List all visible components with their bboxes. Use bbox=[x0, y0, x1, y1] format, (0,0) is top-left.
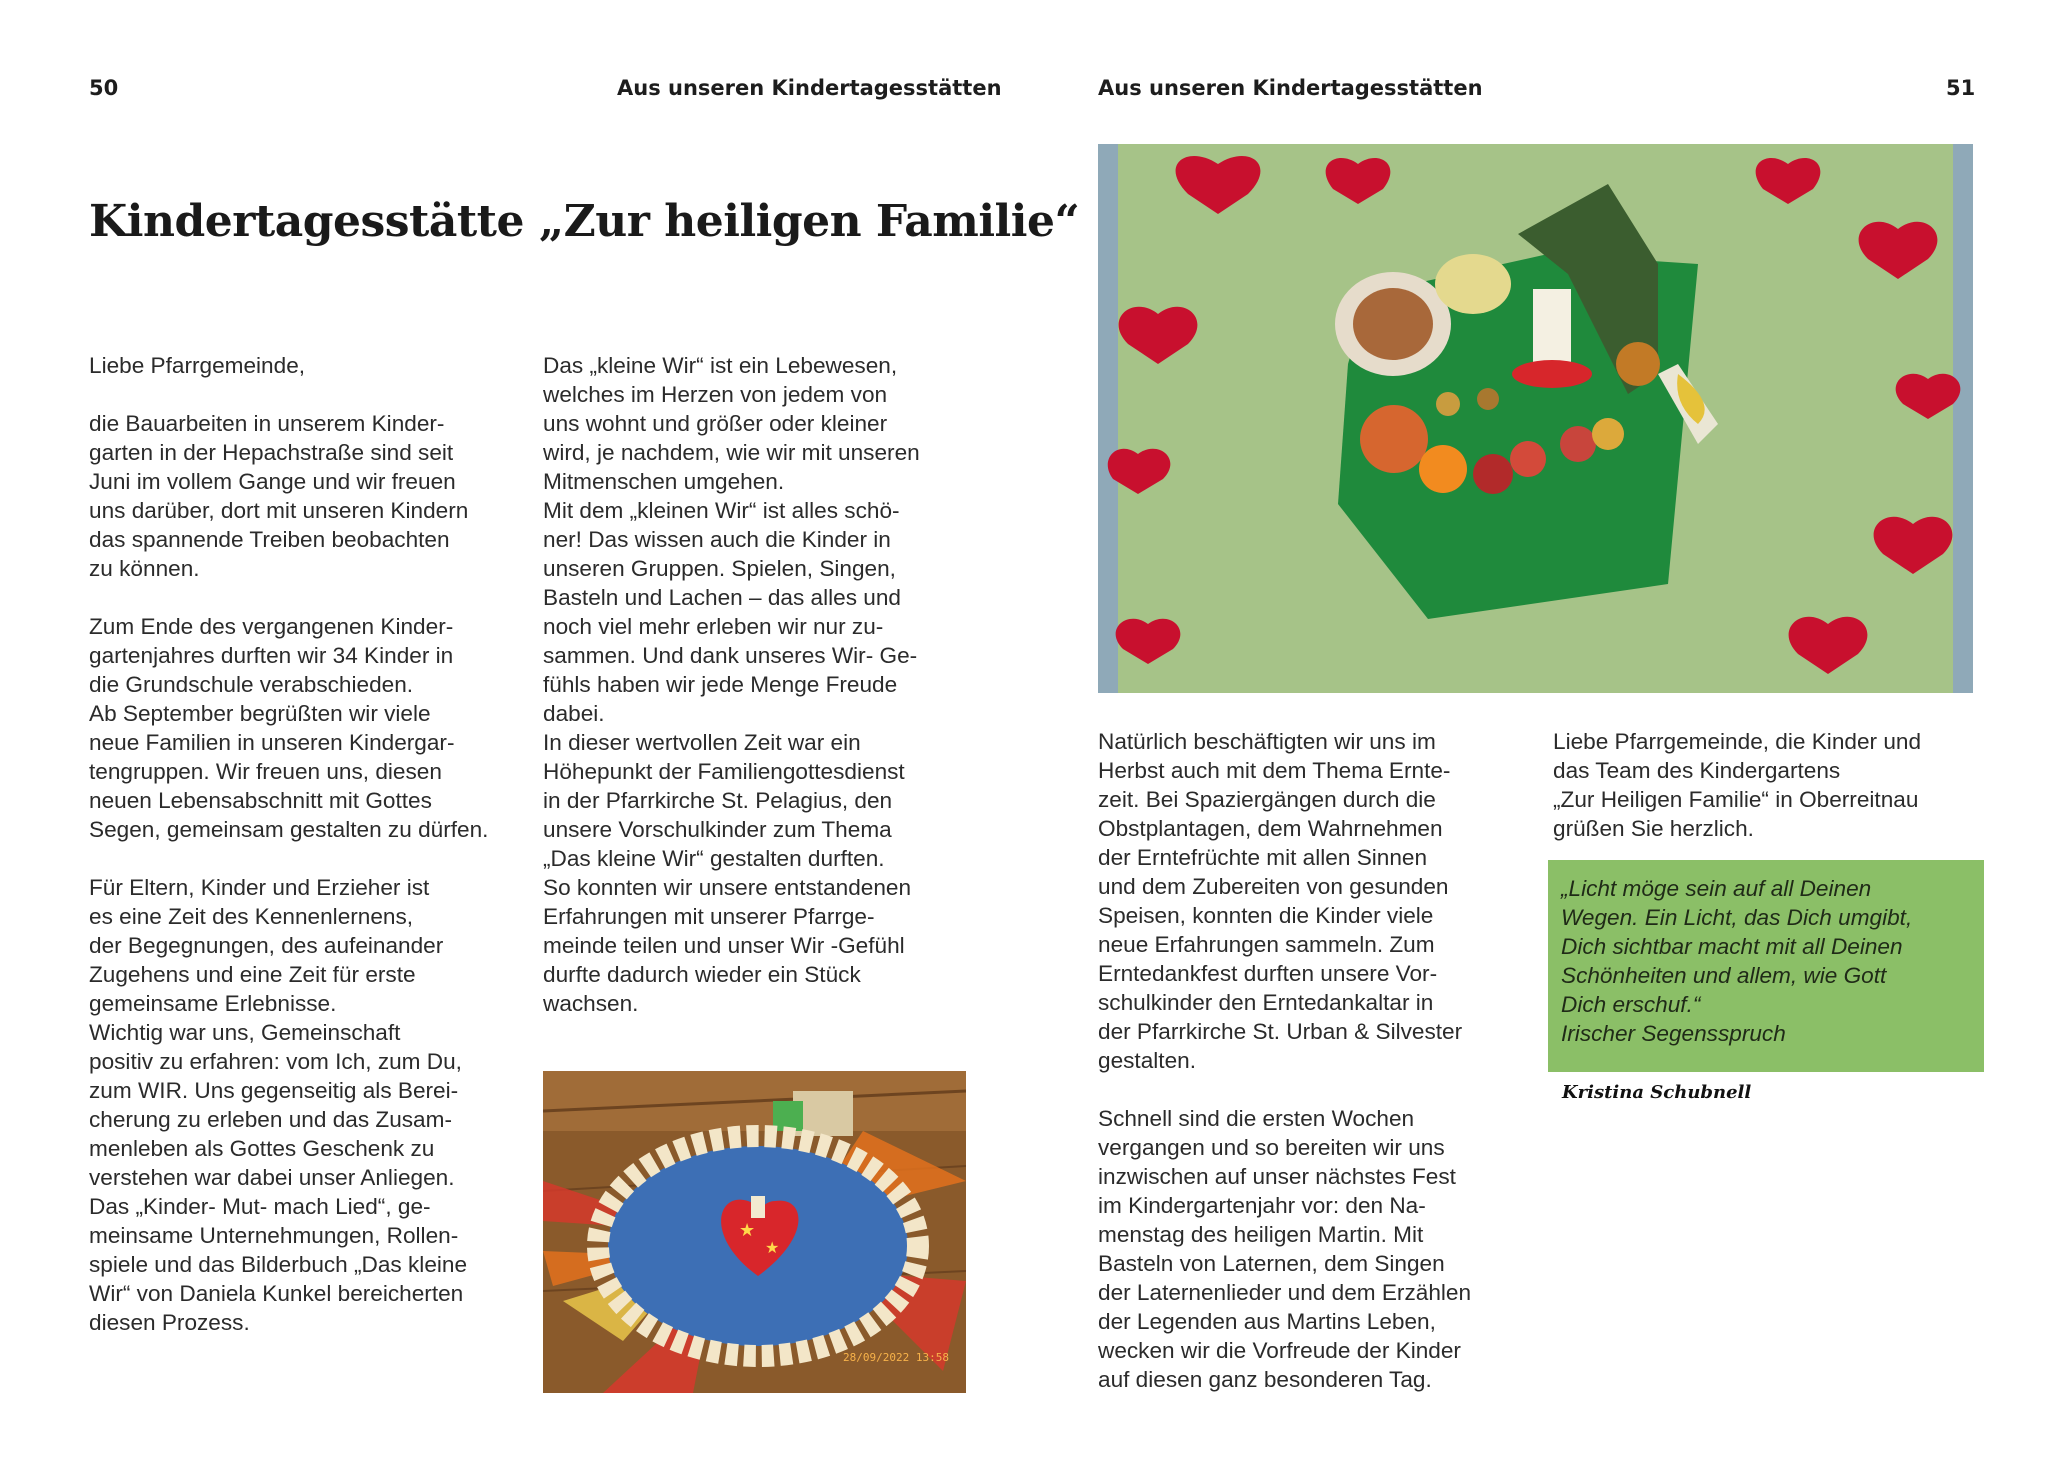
text-line: So konnten wir unsere entstandenen bbox=[543, 875, 912, 900]
text-line: Obstplantagen, dem Wahrnehmen bbox=[1098, 816, 1443, 841]
text-line: Liebe Pfarrgemeinde, die Kinder und bbox=[1553, 729, 1922, 754]
text-line: Basteln und Lachen – das alles und bbox=[543, 585, 902, 610]
quote-line: Dich erschuf.“ bbox=[1561, 992, 1701, 1017]
text-column-1 bbox=[89, 351, 529, 1337]
text-line: wecken wir die Vorfreude der Kinder bbox=[1098, 1338, 1461, 1363]
svg-text:★: ★ bbox=[765, 1238, 780, 1257]
text-line: der Begegnungen, des aufeinander bbox=[89, 933, 444, 958]
text-line: positiv zu erfahren: vom Ich, zum Du, bbox=[89, 1049, 462, 1074]
text-line: Segen, gemeinsam gestalten zu dürfen. bbox=[89, 817, 489, 842]
kids-circle-illustration bbox=[543, 1071, 966, 1393]
text-line: unseren Gruppen. Spielen, Singen, bbox=[543, 556, 896, 581]
text-line: garten in der Hepachstraße sind seit bbox=[89, 440, 454, 465]
text-line: Zugehens und eine Zeit für erste bbox=[89, 962, 416, 987]
photo-timestamp: 28/09/2022 13:58 bbox=[843, 1351, 949, 1364]
text-line: Ab September begrüßten wir viele bbox=[89, 701, 431, 726]
text-line: gestalten. bbox=[1098, 1048, 1196, 1073]
text-line: meinsame Unternehmungen, Rollen- bbox=[89, 1223, 459, 1248]
text-line: grüßen Sie herzlich. bbox=[1553, 816, 1754, 841]
text-line: Liebe Pfarrgemeinde, bbox=[89, 353, 306, 378]
text-line: Wichtig war uns, Gemeinschaft bbox=[89, 1020, 401, 1045]
text-line: dabei. bbox=[543, 701, 605, 726]
right-running-header: Aus unseren Kindertagesstätten bbox=[1098, 76, 1483, 100]
quote-line: „Licht möge sein auf all Deinen bbox=[1561, 876, 1872, 901]
text-line: Mitmenschen umgehen. bbox=[543, 469, 785, 494]
quote-line: Dich sichtbar macht mit all Deinen bbox=[1561, 934, 1903, 959]
article-title: Kindertagesstätte „Zur heiligen Familie“ bbox=[89, 196, 1080, 247]
text-line: Zum Ende des vergangenen Kinder- bbox=[89, 614, 454, 639]
text-line: meinde teilen und unser Wir -Gefühl bbox=[543, 933, 905, 958]
text-line: Natürlich beschäftigten wir uns im bbox=[1098, 729, 1436, 754]
text-column-3 bbox=[1098, 727, 1538, 1394]
left-running-header: Aus unseren Kindertagesstätten bbox=[617, 76, 1002, 100]
text-line: gartenjahres durften wir 34 Kinder in bbox=[89, 643, 454, 668]
text-line: schulkinder den Erntedankaltar in bbox=[1098, 990, 1434, 1015]
text-line: durfte dadurch wieder ein Stück bbox=[543, 962, 861, 987]
text-line: Herbst auch mit dem Thema Ernte- bbox=[1098, 758, 1451, 783]
text-line: sammen. Und dank unseres Wir- Ge- bbox=[543, 643, 918, 668]
text-line: menleben als Gottes Geschenk zu bbox=[89, 1136, 435, 1161]
text-line: und dem Zubereiten von gesunden bbox=[1098, 874, 1449, 899]
text-line: Mit dem „kleinen Wir“ ist alles schö- bbox=[543, 498, 900, 523]
text-line: vergangen und so bereiten wir uns bbox=[1098, 1135, 1445, 1160]
text-line: im Kindergartenjahr vor: den Na- bbox=[1098, 1193, 1426, 1218]
svg-text:★: ★ bbox=[739, 1220, 756, 1241]
quote-line: Wegen. Ein Licht, das Dich umgibt, bbox=[1561, 905, 1913, 930]
text-line: noch viel mehr erleben wir nur zu- bbox=[543, 614, 884, 639]
text-line: Das „Kinder- Mut- mach Lied“, ge- bbox=[89, 1194, 431, 1219]
text-line: unsere Vorschulkinder zum Thema bbox=[543, 817, 892, 842]
text-line: tengruppen. Wir freuen uns, diesen bbox=[89, 759, 442, 784]
text-line: der Legenden aus Martins Leben, bbox=[1098, 1309, 1436, 1334]
text-line: die Grundschule verabschieden. bbox=[89, 672, 414, 697]
text-line: cherung zu erleben und das Zusam- bbox=[89, 1107, 452, 1132]
text-line: uns darüber, dort mit unseren Kindern bbox=[89, 498, 469, 523]
text-line: das Team des Kindergartens bbox=[1553, 758, 1841, 783]
text-line: wird, je nachdem, wie wir mit unseren bbox=[543, 440, 920, 465]
text-line: zeit. Bei Spaziergängen durch die bbox=[1098, 787, 1436, 812]
text-line: wachsen. bbox=[543, 991, 639, 1016]
text-line: Höhepunkt der Familiengottesdienst bbox=[543, 759, 905, 784]
photo-harvest-altar bbox=[1098, 144, 1973, 693]
text-line: uns wohnt und größer oder kleiner bbox=[543, 411, 888, 436]
text-line: zu können. bbox=[89, 556, 200, 581]
text-line: Für Eltern, Kinder und Erzieher ist bbox=[89, 875, 430, 900]
text-line: der Laternenlieder und dem Erzählen bbox=[1098, 1280, 1472, 1305]
text-line: Juni im vollem Gange und wir freuen bbox=[89, 469, 456, 494]
photo-kids-circle bbox=[543, 1071, 966, 1393]
text-line: in der Pfarrkirche St. Pelagius, den bbox=[543, 788, 893, 813]
text-line: ner! Das wissen auch die Kinder in bbox=[543, 527, 891, 552]
text-line: neue Familien in unseren Kindergar- bbox=[89, 730, 455, 755]
text-line: Das „kleine Wir“ ist ein Lebewesen, bbox=[543, 353, 898, 378]
text-line: „Zur Heiligen Familie“ in Oberreitnau bbox=[1553, 787, 1919, 812]
left-page-number: 50 bbox=[89, 76, 119, 100]
text-line: fühls haben wir jede Menge Freude bbox=[543, 672, 898, 697]
text-line: das spannende Treiben beobachten bbox=[89, 527, 450, 552]
text-line: die Bauarbeiten in unserem Kinder- bbox=[89, 411, 445, 436]
text-line: der Erntefrüchte mit allen Sinnen bbox=[1098, 845, 1428, 870]
text-line: diesen Prozess. bbox=[89, 1310, 250, 1335]
text-column-4 bbox=[1553, 727, 1993, 843]
text-line: Schnell sind die ersten Wochen bbox=[1098, 1106, 1415, 1131]
text-line: spiele und das Bilderbuch „Das kleine bbox=[89, 1252, 468, 1277]
quote-line: Schönheiten und allem, wie Gott bbox=[1561, 963, 1887, 988]
text-line: Basteln von Laternen, dem Singen bbox=[1098, 1251, 1445, 1276]
text-line: es eine Zeit des Kennenlernens, bbox=[89, 904, 414, 929]
text-line: Erfahrungen mit unserer Pfarrge- bbox=[543, 904, 875, 929]
text-line: In dieser wertvollen Zeit war ein bbox=[543, 730, 861, 755]
blessing-quote-box bbox=[1548, 860, 1984, 1072]
text-line: Wir“ von Daniela Kunkel bereicherten bbox=[89, 1281, 464, 1306]
text-line: neue Erfahrungen sammeln. Zum bbox=[1098, 932, 1435, 957]
text-line: Erntedankfest durften unsere Vor- bbox=[1098, 961, 1438, 986]
harvest-altar-illustration bbox=[1098, 144, 1973, 693]
text-line: zum WIR. Uns gegenseitig als Berei- bbox=[89, 1078, 459, 1103]
text-line: auf diesen ganz besonderen Tag. bbox=[1098, 1367, 1432, 1392]
text-line: Speisen, konnten die Kinder viele bbox=[1098, 903, 1434, 928]
text-line: welches im Herzen von jedem von bbox=[543, 382, 888, 407]
text-line: „Das kleine Wir“ gestalten durften. bbox=[543, 846, 885, 871]
right-page-number: 51 bbox=[1946, 76, 1976, 100]
text-line: der Pfarrkirche St. Urban & Silvester bbox=[1098, 1019, 1463, 1044]
text-line: menstag des heiligen Martin. Mit bbox=[1098, 1222, 1424, 1247]
text-line: neuen Lebensabschnitt mit Gottes bbox=[89, 788, 432, 813]
text-line: gemeinsame Erlebnisse. bbox=[89, 991, 337, 1016]
text-column-2 bbox=[543, 351, 983, 1018]
quote-source: Irischer Segensspruch bbox=[1561, 1021, 1786, 1046]
text-line: verstehen war dabei unser Anliegen. bbox=[89, 1165, 455, 1190]
text-line: inzwischen auf unser nächstes Fest bbox=[1098, 1164, 1456, 1189]
author-signature: Kristina Schubnell bbox=[1562, 1082, 1752, 1103]
